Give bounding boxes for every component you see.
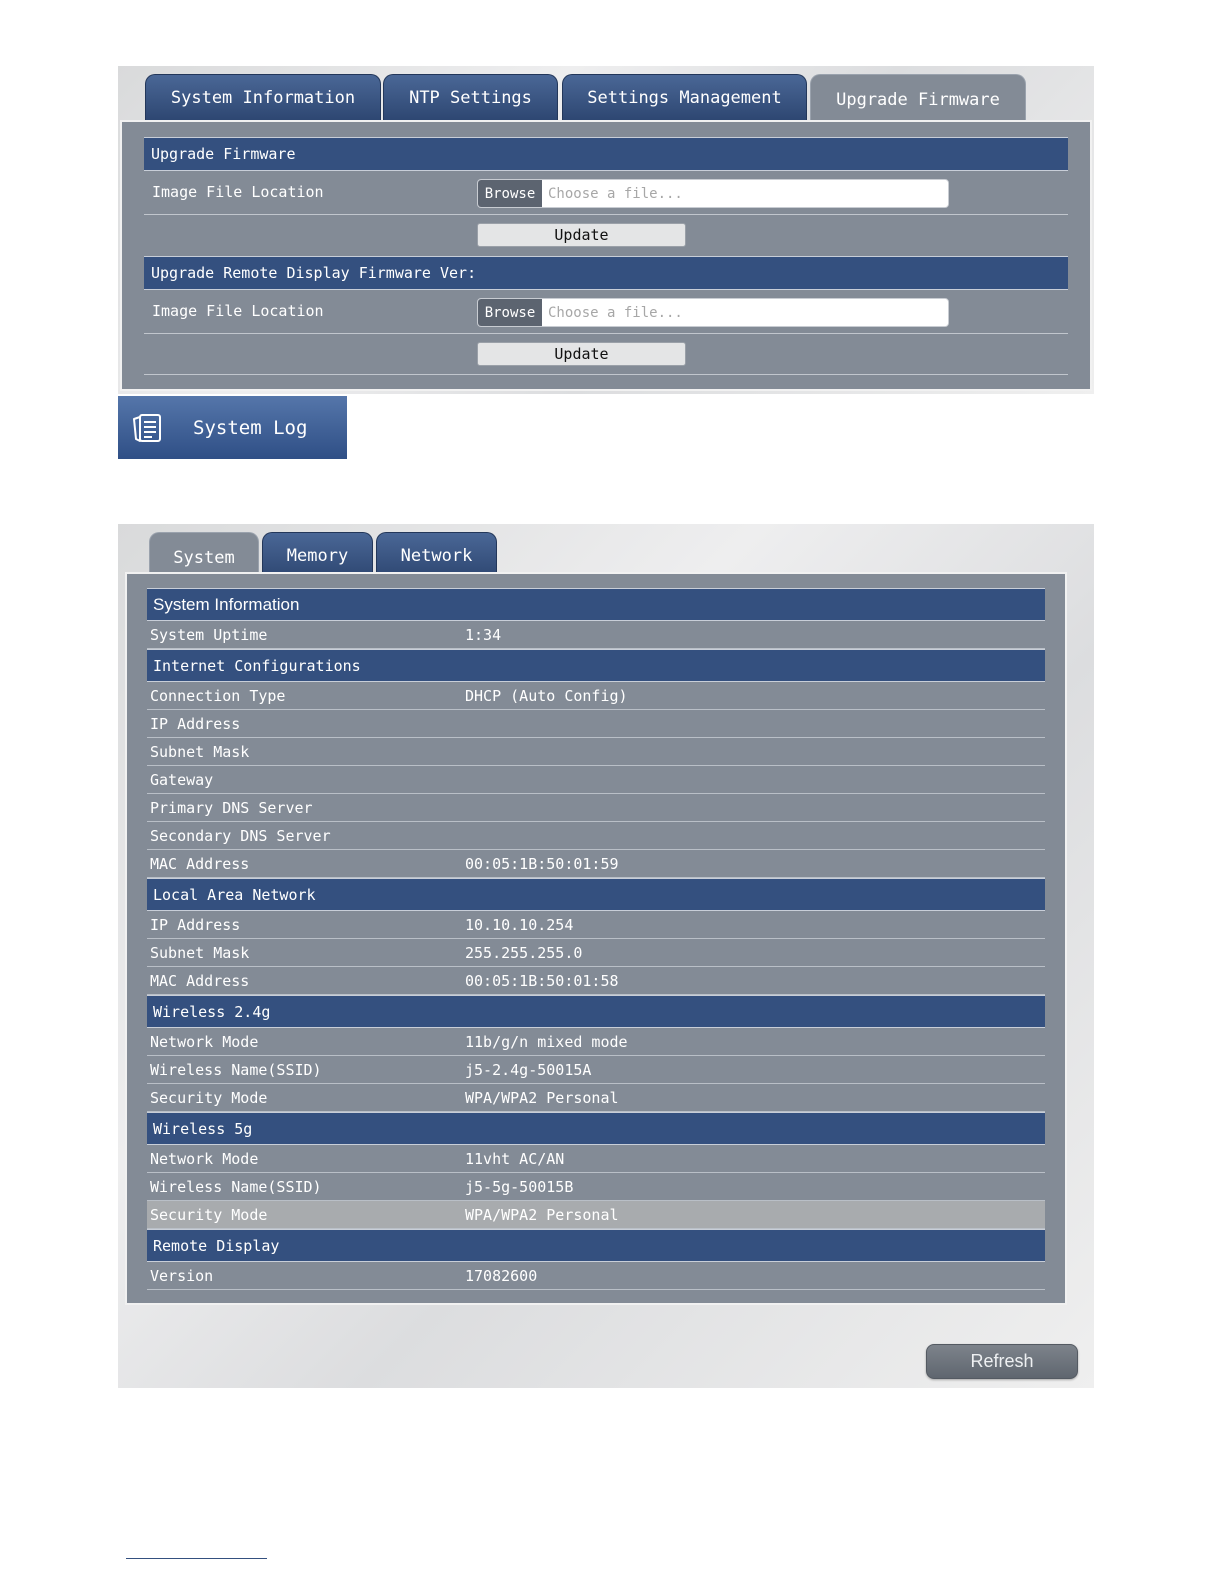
row-key: Gateway <box>150 770 214 789</box>
table-row <box>147 738 1045 766</box>
table-row <box>147 1173 1045 1201</box>
row-key: Subnet Mask <box>150 742 250 761</box>
table-row <box>147 794 1045 822</box>
section-internet-configurations: Internet Configurations <box>147 649 1045 682</box>
row-value: DHCP (Auto Config) <box>465 686 628 705</box>
browse-button[interactable]: Browse <box>478 299 542 326</box>
table-row <box>147 766 1045 794</box>
row-key: Security Mode <box>150 1205 268 1224</box>
update-firmware-button[interactable]: Update <box>477 223 686 247</box>
firmware-body <box>120 120 1092 391</box>
table-row <box>147 1028 1045 1056</box>
table-row <box>147 939 1045 967</box>
row-key: Version <box>150 1266 214 1285</box>
row-key: Wireless Name(SSID) <box>150 1177 322 1196</box>
table-row <box>147 1145 1045 1173</box>
section-local-area-network: Local Area Network <box>147 878 1045 911</box>
row-key: Primary DNS Server <box>150 798 313 817</box>
section-system-information: System Information <box>147 588 1045 621</box>
row-key: Security Mode <box>150 1088 268 1107</box>
table-row <box>147 1056 1045 1084</box>
row-key: MAC Address <box>150 854 250 873</box>
table-row <box>147 682 1045 710</box>
tab-system[interactable]: System <box>149 532 259 582</box>
tab-ntp-settings[interactable]: NTP Settings <box>383 74 558 121</box>
browse-button[interactable]: Browse <box>478 180 542 207</box>
tab-memory[interactable]: Memory <box>262 532 373 579</box>
table-row <box>147 621 1045 649</box>
row-key: MAC Address <box>150 971 250 990</box>
section-wireless-5g: Wireless 5g <box>147 1112 1045 1145</box>
table-row <box>147 967 1045 995</box>
firmware-update-row <box>144 215 1068 256</box>
table-row <box>147 911 1045 939</box>
row-key: System Uptime <box>150 625 268 644</box>
table-row <box>147 1084 1045 1112</box>
tab-settings-management[interactable]: Settings Management <box>562 74 807 121</box>
section-upgrade-remote-display: Upgrade Remote Display Firmware Ver: <box>144 256 1068 290</box>
firmware-file-input[interactable] <box>542 180 948 207</box>
row-key: Network Mode <box>150 1032 259 1051</box>
row-value: 17082600 <box>465 1266 538 1285</box>
firmware-panel <box>118 66 1094 394</box>
row-value: WPA/WPA2 Personal <box>465 1205 619 1224</box>
row-key: IP Address <box>150 714 241 733</box>
firmware-file-picker <box>477 179 949 208</box>
image-file-location-label: Image File Location <box>152 302 324 320</box>
table-row <box>147 1201 1045 1229</box>
remote-file-row <box>144 290 1068 334</box>
row-value: 00:05:1B:50:01:58 <box>465 971 619 990</box>
tab-system-information[interactable]: System Information <box>145 74 381 121</box>
system-log-label: System Log <box>193 416 308 439</box>
row-value: 11b/g/n mixed mode <box>465 1032 628 1051</box>
row-key: Network Mode <box>150 1149 259 1168</box>
row-key: Connection Type <box>150 686 286 705</box>
row-value: 11vht AC/AN <box>465 1149 565 1168</box>
table-row <box>147 1262 1045 1290</box>
document-log-icon <box>130 410 166 446</box>
update-remote-firmware-button[interactable]: Update <box>477 342 686 366</box>
table-row <box>147 822 1045 850</box>
table-row <box>147 850 1045 878</box>
firmware-tabs <box>118 66 1094 122</box>
row-key: IP Address <box>150 915 241 934</box>
row-value: 255.255.255.0 <box>465 943 583 962</box>
remote-update-row <box>144 334 1068 375</box>
tab-network[interactable]: Network <box>376 532 497 579</box>
section-remote-display: Remote Display <box>147 1229 1045 1262</box>
row-value: 00:05:1B:50:01:59 <box>465 854 619 873</box>
status-body <box>125 572 1067 1305</box>
tab-upgrade-firmware[interactable]: Upgrade Firmware <box>810 74 1026 124</box>
table-row <box>147 710 1045 738</box>
firmware-file-row <box>144 171 1068 215</box>
row-value: WPA/WPA2 Personal <box>465 1088 619 1107</box>
row-value: 1:34 <box>465 625 502 644</box>
image-file-location-label: Image File Location <box>152 183 324 201</box>
section-wireless-24g: Wireless 2.4g <box>147 995 1045 1028</box>
refresh-button[interactable]: Refresh <box>926 1344 1078 1379</box>
remote-file-input[interactable] <box>542 299 948 326</box>
row-value: j5-2.4g-50015A <box>465 1060 592 1079</box>
row-key: Secondary DNS Server <box>150 826 331 845</box>
row-value: 10.10.10.254 <box>465 915 574 934</box>
row-key: Subnet Mask <box>150 943 250 962</box>
status-panel <box>118 524 1094 1388</box>
row-value: j5-5g-50015B <box>465 1177 574 1196</box>
row-key: Wireless Name(SSID) <box>150 1060 322 1079</box>
system-log-button[interactable] <box>118 396 347 459</box>
remote-file-picker <box>477 298 949 327</box>
section-upgrade-firmware: Upgrade Firmware <box>144 137 1068 171</box>
footer-divider <box>126 1558 267 1559</box>
